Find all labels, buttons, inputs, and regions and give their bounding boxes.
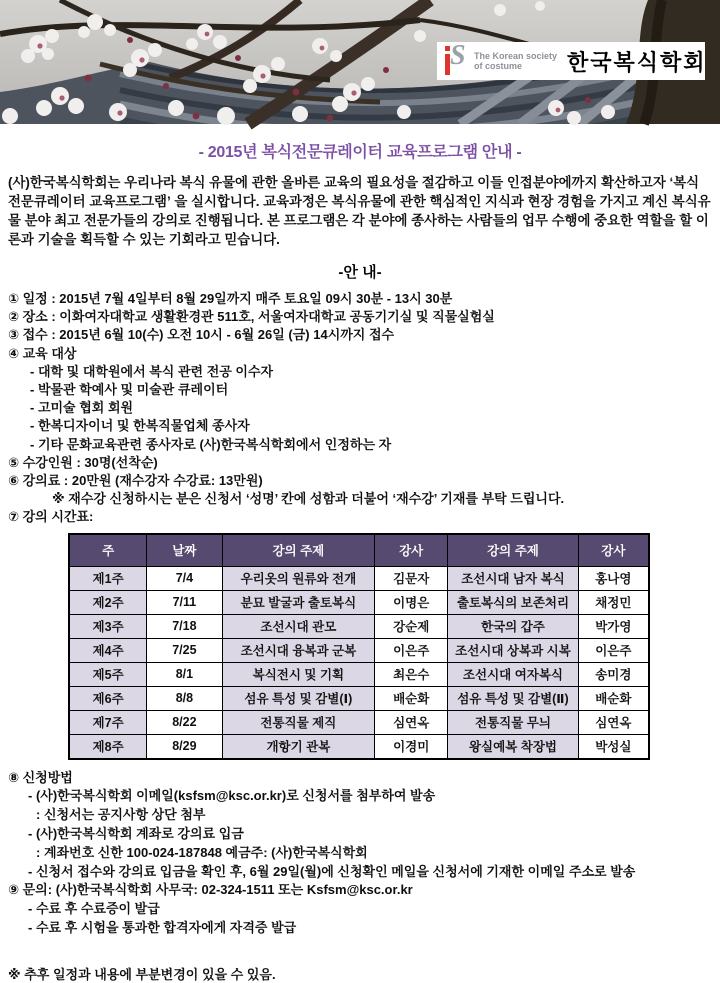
cell-topic2: 왕실예복 착장법 <box>448 734 579 759</box>
item-fee <box>8 472 720 490</box>
cell-week: 제6주 <box>69 686 147 710</box>
society-logo <box>437 42 705 80</box>
fee-note: ※ 재수강 신청하시는 분은 신청서 ‘성명’ 칸에 성함과 더불어 ‘재수강’ 기재를 부탁 드립니다. <box>52 491 565 507</box>
cell-lecturer1: 배순화 <box>375 686 448 710</box>
cell-topic2: 섬유 특성 및 감별(Ⅱ) <box>448 686 579 710</box>
intro-program-name: ‘복식전문큐레이터 교육프로그램’ <box>8 175 700 209</box>
intro-paragraph <box>8 173 712 249</box>
apply-section <box>0 769 720 938</box>
cell-week: 제7주 <box>69 710 147 734</box>
cell-week: 제3주 <box>69 614 147 638</box>
table-row <box>69 590 649 614</box>
cell-date: 8/22 <box>147 710 222 734</box>
society-logo-icon <box>443 40 467 77</box>
item-place-text: : 이화여자대학교 생활환경관 511호, 서울여자대학교 공동기기실 및 직물실험실 <box>47 309 495 325</box>
contact-label: ⑨ 문의: <box>8 882 53 898</box>
target-sub-1: - 대학 및 대학원에서 복식 관련 전공 이수자 <box>30 363 274 379</box>
apply-bullet-confirm: - 신청서 접수와 강의료 입금을 확인 후, 6월 29일(월)에 신청확인 메일을 신청서에 기재한 이메일 주소로 발송 <box>28 863 636 879</box>
logo-english-line1: The Korean society <box>474 51 558 61</box>
notice-items <box>0 290 720 527</box>
footnote: ※ 추후 일정과 내용에 부분변경이 있을 수 있음. <box>8 966 276 982</box>
cell-topic1: 조선시대 융복과 군복 <box>222 638 375 662</box>
cell-date: 8/1 <box>147 662 222 686</box>
table-header-row <box>69 534 649 567</box>
cell-lecturer1: 심연옥 <box>375 710 448 734</box>
notice-heading: -안 내- <box>338 264 382 281</box>
item-timetable <box>8 508 720 526</box>
item-place <box>8 308 720 326</box>
col-topic1: 강의 주제 <box>222 534 375 567</box>
cell-topic1: 우리옷의 원류와 전개 <box>222 566 375 590</box>
cell-date: 7/18 <box>147 614 222 638</box>
apply-sub-form: : 신청서는 공지사항 상단 첨부 <box>36 807 206 823</box>
apply-sub-account: : 계좌번호 신한 100-024-187848 예금주: (사)한국복식학회 <box>36 844 368 860</box>
cell-lecturer2: 배순화 <box>578 686 649 710</box>
item-timetable-label: ⑦ 강의 시간표: <box>8 509 94 525</box>
intro-text-before: (사)한국복식학회는 우리나라 복식 유물에 관한 올바른 교육의 필요성을 절감하고 이들 인접분야에까지 확산하고자 <box>8 175 670 190</box>
contact-bullet-certificate: - 수료 후 수료증이 발급 <box>28 901 160 917</box>
table-row <box>69 566 649 590</box>
cell-lecturer1: 최은수 <box>375 662 448 686</box>
item-capacity <box>8 454 720 472</box>
cell-topic2: 출토복식의 보존처리 <box>448 590 579 614</box>
target-sub-3: - 고미술 협회 회원 <box>30 400 134 416</box>
cell-topic2: 조선시대 상복과 시복 <box>448 638 579 662</box>
col-week: 주 <box>69 534 147 567</box>
cell-lecturer2: 박가영 <box>578 614 649 638</box>
cell-topic1: 분묘 발굴과 출토복식 <box>222 590 375 614</box>
table-row <box>69 734 649 759</box>
logo-s-icon: S <box>450 40 466 71</box>
item-target <box>8 345 720 363</box>
cell-lecturer1: 강순제 <box>375 614 448 638</box>
table-row <box>69 662 649 686</box>
item-schedule <box>8 290 720 308</box>
cell-lecturer2: 송미경 <box>578 662 649 686</box>
cell-lecturer1: 이명은 <box>375 590 448 614</box>
cell-topic1: 조선시대 관모 <box>222 614 375 638</box>
item-schedule-label: ① 일정 <box>8 291 48 306</box>
col-topic2: 강의 주제 <box>448 534 579 567</box>
schedule-table <box>68 533 650 760</box>
cell-topic1: 개항기 관복 <box>222 734 375 759</box>
contact-bullet-license: - 수료 후 시험을 통과한 합격자에게 자격증 발급 <box>28 920 297 936</box>
cell-date: 8/29 <box>147 734 222 759</box>
logo-english-name <box>474 51 557 71</box>
cell-topic1: 섬유 특성 및 감별(Ⅰ) <box>222 686 375 710</box>
cell-lecturer2: 채정민 <box>578 590 649 614</box>
cell-week: 제1주 <box>69 566 147 590</box>
cell-topic2: 전통직물 무늬 <box>448 710 579 734</box>
item-registration-text: : 2015년 6월 10(수) 오전 10시 - 6월 26일 (금) 14시까지 접수 <box>47 327 395 343</box>
cell-lecturer1: 이경미 <box>375 734 448 759</box>
page-title: - 2015년 복식전문큐레이터 교육프로그램 안내 - <box>198 144 522 161</box>
cell-topic2: 조선시대 남자 복식 <box>448 566 579 590</box>
cell-date: 8/8 <box>147 686 222 710</box>
cell-topic2: 한국의 갑주 <box>448 614 579 638</box>
item-capacity-text: : 30명(선착순) <box>72 454 158 470</box>
item-registration-label: ③ 접수 <box>8 327 48 343</box>
logo-english-line2: of costume <box>474 61 523 71</box>
col-date: 날짜 <box>147 534 222 567</box>
header-photo <box>0 0 720 124</box>
cell-week: 제2주 <box>69 590 147 614</box>
logo-korean-name: 한국복식학회 <box>567 49 707 75</box>
apply-bullet-email: - (사)한국복식학회 이메일(ksfsm@ksc.or.kr)로 신청서를 첨부하여 발송 <box>28 788 436 804</box>
table-row <box>69 710 649 734</box>
cell-topic2: 조선시대 여자복식 <box>448 662 579 686</box>
cell-week: 제5주 <box>69 662 147 686</box>
item-registration <box>8 326 720 344</box>
cell-date: 7/4 <box>147 566 222 590</box>
cell-lecturer2: 홍나영 <box>578 566 649 590</box>
table-row <box>69 638 649 662</box>
item-schedule-text: : 2015년 7월 4일부터 8월 29일까지 매주 토요일 09시 30분 - 13시 30분 <box>47 291 453 306</box>
cell-lecturer1: 이은주 <box>375 638 448 662</box>
cell-lecturer2: 심연옥 <box>578 710 649 734</box>
col-lecturer2: 강사 <box>578 534 649 567</box>
cell-week: 제8주 <box>69 734 147 759</box>
target-sub-4: - 한복디자이너 및 한복직물업체 종사자 <box>30 418 250 434</box>
item-target-label: ④ 교육 대상 <box>8 345 77 361</box>
col-lecturer1: 강사 <box>375 534 448 567</box>
contact-text: (사)한국복식학회 사무국: 02-324-1511 또는 Ksfsm@ksc.or.kr <box>52 882 413 898</box>
table-row <box>69 686 649 710</box>
target-sub-2: - 박물관 학예사 및 미술관 큐레이터 <box>30 382 229 398</box>
item-place-label: ② 장소 <box>8 309 48 325</box>
contact-line <box>8 881 720 900</box>
apply-bullet-payment: - (사)한국복식학회 계좌로 강의료 입금 <box>28 826 244 842</box>
cell-date: 7/25 <box>147 638 222 662</box>
cell-lecturer2: 이은주 <box>578 638 649 662</box>
item-fee-text: : 20만원 (재수강자 수강료: 13만원) <box>60 473 263 489</box>
table-row <box>69 614 649 638</box>
cell-lecturer1: 김문자 <box>375 566 448 590</box>
intro-text-after: 을 실시합니다. 교육과정은 복식유물에 관한 핵심적인 지식과 현장 경험을 가지고 계신 복식유물 분야 최고 전문가들의 강의로 진행됩니다. 본 프로그램은 각 분야에 종사하는 사람들의 업무 수행에 중요한 역할을 할 이론과 기술을 획득할 수 있는 기회라고 믿습니다. <box>8 194 711 247</box>
cell-topic1: 전통직물 제직 <box>222 710 375 734</box>
apply-heading: ⑧ 신청방법 <box>8 769 73 785</box>
cell-topic1: 복식전시 및 기획 <box>222 662 375 686</box>
item-fee-label: ⑥ 강의료 <box>8 473 61 489</box>
cell-week: 제4주 <box>69 638 147 662</box>
cell-lecturer2: 박성실 <box>578 734 649 759</box>
cell-date: 7/11 <box>147 590 222 614</box>
target-sub-5: - 기타 문화교육관련 종사자로 (사)한국복식학회에서 인정하는 자 <box>30 436 392 452</box>
item-capacity-label: ⑤ 수강인원 <box>8 454 73 470</box>
